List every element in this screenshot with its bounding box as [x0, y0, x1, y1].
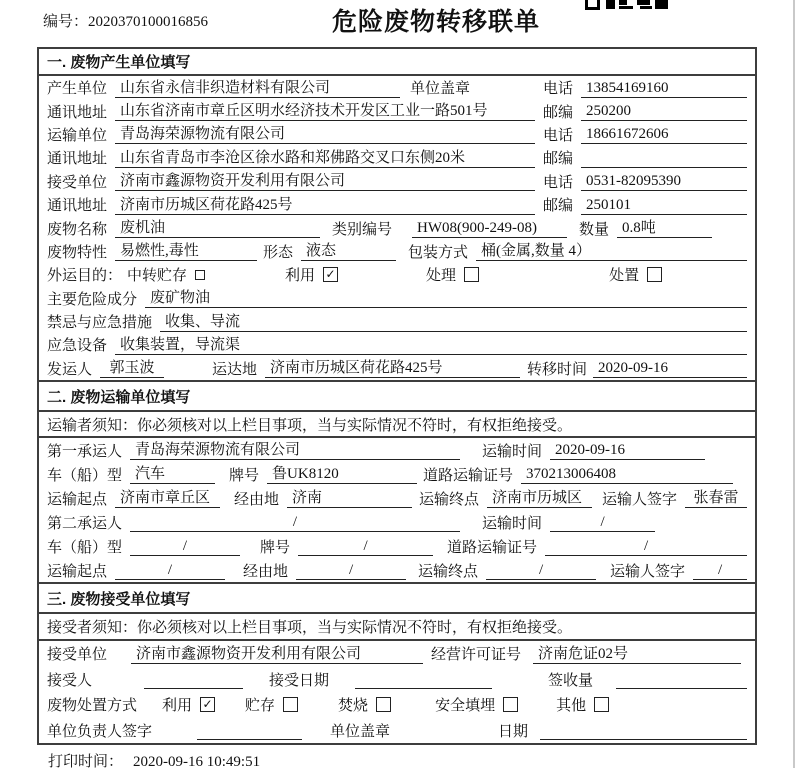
disposal-other-checkbox: [594, 697, 609, 712]
qr-code-fragment: [585, 0, 669, 10]
vehicle1-label: 车（船）型: [47, 467, 123, 484]
receiving-unit-label: 接受单位: [47, 647, 108, 664]
transporter-address-label: 通讯地址: [47, 151, 108, 168]
via2-value: /: [296, 560, 406, 580]
section1-heading: 一. 废物产生单位填写: [39, 49, 755, 76]
carrier1-value: 青岛海荣源物流有限公司: [130, 440, 460, 460]
waste-name-label: 废物名称: [47, 221, 108, 238]
producer-address-row: [39, 99, 755, 122]
time1-label: 运输时间: [482, 443, 543, 460]
vehicle2-value: /: [130, 536, 240, 556]
transporter-name-value: 青岛海荣源物流有限公司: [115, 124, 535, 144]
disposal-other-label: 其他: [556, 698, 587, 715]
transporter-zip-value: [581, 148, 747, 168]
packaging-value: 桶(金属,数量 4）: [476, 241, 747, 261]
receive-date-label: 接受日期: [269, 672, 330, 689]
section3-notice: 接受者须知：你必须核对以上栏目事项，当与实际情况不符时，有权拒绝接受。: [39, 614, 755, 641]
form-value: 液态: [301, 241, 396, 261]
hazard-row: [39, 287, 755, 310]
print-time-value: 2020-09-16 10:49:51: [133, 754, 261, 770]
characteristics-label: 废物特性: [47, 244, 108, 261]
signature1-label: 运输人签字: [602, 491, 678, 508]
carrier2-label: 第二承运人: [47, 515, 123, 532]
received-amount-label: 签收量: [548, 672, 594, 689]
route2-row: [39, 558, 755, 582]
transporter-row: [39, 123, 755, 146]
origin2-value: /: [115, 560, 225, 580]
section1-body: [39, 76, 755, 382]
producer-row: [39, 76, 755, 99]
transfer-date-label: 转移时间: [527, 361, 588, 378]
serial-number: 2020370100016856: [88, 14, 209, 30]
signature2-value: /: [693, 560, 747, 580]
purpose-dispose-label: 处置: [609, 268, 640, 285]
purpose-treat-checkbox: [464, 267, 479, 282]
transporter-label: 运输单位: [47, 127, 108, 144]
receiver-address-value: 济南市历城区荷花路425号: [115, 195, 535, 215]
section2-body: [39, 438, 755, 584]
producer-phone-value: 13854169160: [581, 78, 747, 98]
receiver-name-value: 济南市鑫源物资开发利用有限公司: [115, 171, 535, 191]
destination-value: 济南市历城区荷花路425号: [265, 358, 520, 378]
transporter-zip-label: 邮编: [542, 151, 573, 168]
serial-row: [43, 10, 208, 31]
check-mark: ✓: [325, 267, 336, 282]
seal-label: 单位盖章: [410, 81, 471, 98]
producer-address-value: 山东省济南市章丘区明水经济技术开发区工业一路501号: [115, 101, 535, 121]
serial-label: 编号：: [43, 14, 89, 30]
permit2-value: /: [545, 536, 747, 556]
purpose-transfer-label: 中转贮存: [127, 268, 188, 285]
shipper-label: 发运人: [47, 361, 93, 378]
hazard-label: 主要危险成分: [47, 291, 138, 308]
responsible-row: [39, 718, 755, 744]
disposal-store-label: 贮存: [245, 698, 276, 715]
equipment-label: 应急设备: [47, 338, 108, 355]
waste-name-row: [39, 216, 755, 239]
responsible-value: [197, 720, 302, 740]
receiving-unit-value: 济南市鑫源物资开发利用有限公司: [131, 644, 423, 664]
recipient-value: [144, 669, 243, 689]
receive-date-value: [355, 669, 492, 689]
plate2-value: /: [298, 536, 433, 556]
receiver-row: [39, 170, 755, 193]
category-label: 类别编号: [332, 221, 393, 238]
transporter-address-row: [39, 146, 755, 169]
signature2-label: 运输人签字: [610, 563, 686, 580]
producer-phone-label: 电话: [542, 81, 573, 98]
page-edge-line: [793, 0, 795, 768]
disposal-method-row: [39, 692, 755, 718]
destination-label: 运达地: [212, 361, 258, 378]
packaging-label: 包装方式: [408, 244, 469, 261]
section2-notice: 运输者须知：你必须核对以上栏目事项，当与实际情况不符时，有权拒绝接受。: [39, 412, 755, 438]
origin1-value: 济南市章丘区: [115, 488, 220, 508]
quantity-label: 数量: [579, 221, 610, 238]
time2-value: /: [550, 512, 655, 532]
transporter-phone-label: 电话: [542, 127, 573, 144]
equipment-value: 收集装置，导流渠: [115, 335, 747, 355]
disposal-landfill-checkbox: [503, 697, 518, 712]
responsible-label: 单位负责人签字: [47, 723, 153, 740]
disposal-landfill-label: 安全填埋: [435, 698, 496, 715]
print-time-label: 打印时间：: [48, 754, 124, 770]
disposal-burn-label: 焚烧: [338, 698, 369, 715]
receiver-address-label: 通讯地址: [47, 198, 108, 215]
vehicle2-row: [39, 534, 755, 558]
disposal-use-label: 利用: [162, 698, 193, 715]
vehicle1-row: [39, 462, 755, 486]
received-amount-value: [616, 669, 747, 689]
producer-address-label: 通讯地址: [47, 104, 108, 121]
permit1-label: 道路运输证号: [423, 467, 514, 484]
receiver-phone-value: 0531-82095390: [581, 171, 747, 191]
receiving-unit-row: [39, 641, 755, 667]
purpose-transfer-checkbox: [195, 270, 205, 280]
equipment-row: [39, 333, 755, 356]
origin1-label: 运输起点: [47, 491, 108, 508]
producer-zip-value: 250200: [581, 101, 747, 121]
shipper-value: 郭玉波: [100, 358, 164, 378]
manifest-form: [37, 47, 757, 745]
characteristics-row: [39, 240, 755, 263]
waste-name-value: 废机油: [115, 218, 320, 238]
date-label: 日期: [498, 723, 529, 740]
receiver-phone-label: 电话: [542, 174, 573, 191]
terminus1-label: 运输终点: [419, 491, 480, 508]
route1-row: [39, 486, 755, 510]
vehicle1-value: 汽车: [130, 464, 215, 484]
receiver-zip-value: 250101: [581, 195, 747, 215]
producer-label: 产生单位: [47, 81, 108, 98]
transfer-date-value: 2020-09-16: [593, 358, 747, 378]
disposal-store-checkbox: [283, 697, 298, 712]
terminus1-value: 济南市历城区: [487, 488, 592, 508]
disposal-method-label: 废物处置方式: [47, 698, 138, 715]
terminus2-value: /: [486, 560, 596, 580]
form-label: 形态: [263, 244, 294, 261]
signature1-value: 张春雷: [685, 488, 747, 508]
disposal-burn-checkbox: [376, 697, 391, 712]
terminus2-label: 运输终点: [418, 563, 479, 580]
disposal-use-checkbox: [200, 697, 215, 712]
purpose-treat-label: 处理: [426, 268, 457, 285]
recipient-row: [39, 667, 755, 693]
emergency-row: [39, 310, 755, 333]
time1-value: 2020-09-16: [550, 440, 705, 460]
via2-label: 经由地: [243, 563, 289, 580]
carrier1-row: [39, 438, 755, 462]
purpose-row: [39, 263, 755, 286]
plate1-value: 鲁UK8120: [267, 464, 417, 484]
check-mark: ✓: [202, 697, 213, 712]
recipient-label: 接受人: [47, 672, 93, 689]
origin2-label: 运输起点: [47, 563, 108, 580]
hazard-value: 废矿物油: [145, 288, 747, 308]
permit1-value: 370213006408: [521, 464, 733, 484]
characteristics-value: 易燃性,毒性: [115, 241, 257, 261]
carrier2-value: /: [130, 512, 460, 532]
page-title: 危险废物转移联单: [332, 8, 541, 36]
via1-value: 济南: [287, 488, 412, 508]
via1-label: 经由地: [234, 491, 280, 508]
date-value: [540, 720, 747, 740]
license-label: 经营许可证号: [431, 647, 522, 664]
carrier2-row: [39, 510, 755, 534]
purpose-label: 外运目的：: [47, 268, 123, 285]
emergency-label: 禁忌与应急措施: [47, 315, 153, 332]
quantity-value: 0.8吨: [617, 218, 712, 238]
shipper-row: [39, 357, 755, 380]
producer-name-value: 山东省永信非织造材料有限公司: [115, 78, 400, 98]
plate2-label: 牌号: [260, 539, 291, 556]
receiver-address-row: [39, 193, 755, 216]
plate1-label: 牌号: [229, 467, 260, 484]
receiver-label: 接受单位: [47, 174, 108, 191]
license-value: 济南危证02号: [533, 644, 741, 664]
purpose-use-checkbox: [323, 267, 338, 282]
permit2-label: 道路运输证号: [447, 539, 538, 556]
section3-heading: 三. 废物接受单位填写: [39, 584, 755, 614]
transporter-phone-value: 18661672606: [581, 124, 747, 144]
time2-label: 运输时间: [482, 515, 543, 532]
unit-seal-label: 单位盖章: [330, 723, 391, 740]
transporter-address-value: 山东省青岛市李沧区徐水路和郑佛路交叉口东侧20米: [115, 148, 535, 168]
section3-body: [39, 641, 755, 743]
vehicle2-label: 车（船）型: [47, 539, 123, 556]
producer-zip-label: 邮编: [542, 104, 573, 121]
receiver-zip-label: 邮编: [542, 198, 573, 215]
section2-heading: 二. 废物运输单位填写: [39, 382, 755, 412]
carrier1-label: 第一承运人: [47, 443, 123, 460]
emergency-value: 收集、导流: [160, 312, 747, 332]
purpose-use-label: 利用: [285, 268, 316, 285]
category-code-value: HW08(900-249-08): [412, 218, 567, 238]
purpose-dispose-checkbox: [647, 267, 662, 282]
